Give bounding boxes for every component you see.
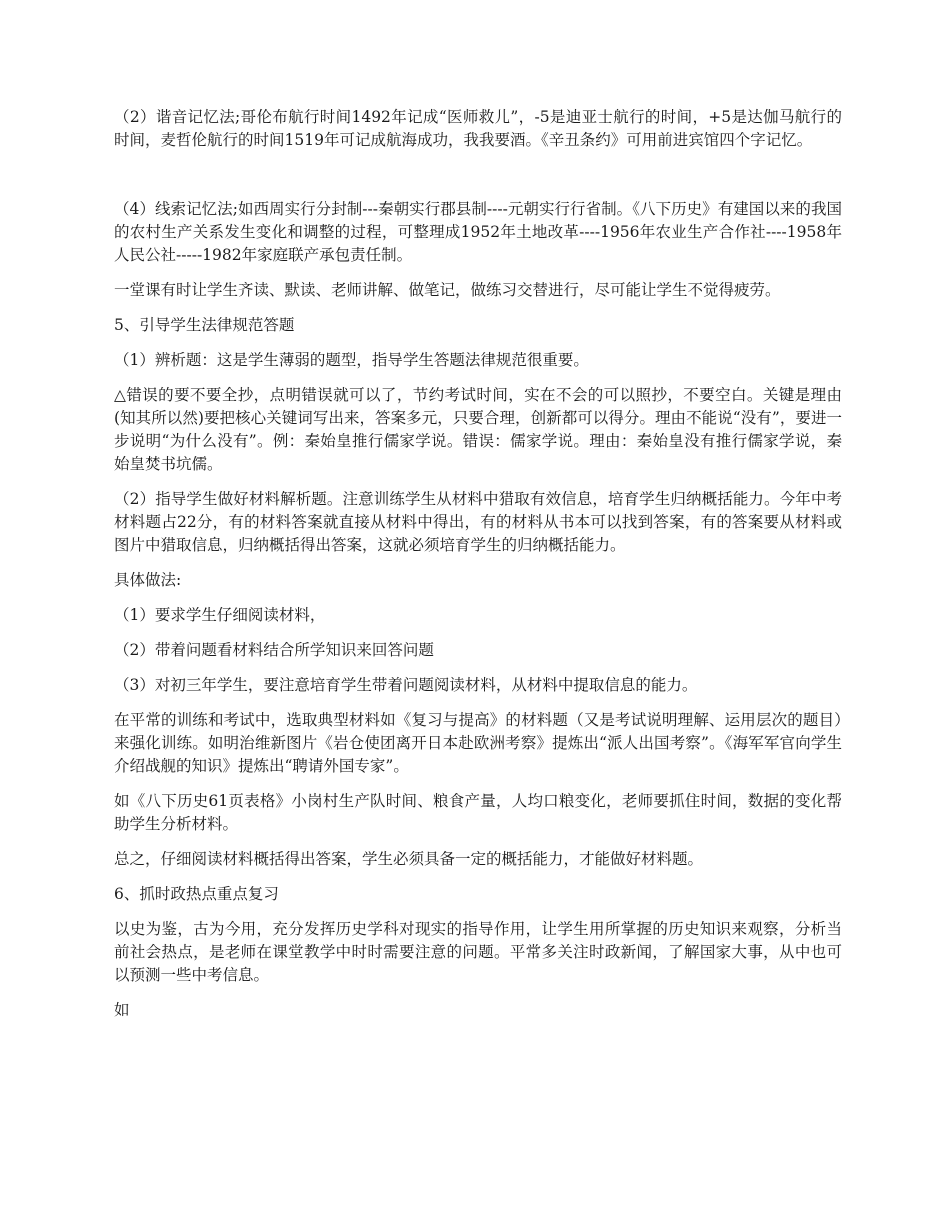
paragraph-trailing: 如 xyxy=(114,1001,130,1019)
paragraph-method-1: （1）要求学生仔细阅读材料， xyxy=(114,606,326,624)
paragraph-method-3: （3）对初三年学生，要注意培育学生带着问题阅读材料，从材料中提取信息的能力。 xyxy=(114,676,698,694)
paragraph-class-rhythm: 一堂课有时让学生齐读、默读、老师讲解、做笔记，做练习交替进行，尽可能让学生不觉得疲劳。 xyxy=(114,281,781,299)
paragraph-mnemonic-homophone: （2）谐音记忆法;哥伦布航行时间1492年记成“医师救儿”，-5是迪亚士航行的时间，+5是达伽马航行的时间，麦哲伦航行的时间1519年可记成航海成功，我我要酒。《辛丑条约》可用前进宾馆四个字记忆。 xyxy=(114,108,842,149)
paragraph-material-analysis: （2）指导学生做好材料解析题。注意训练学生从材料中猎取有效信息，培育学生归纳概括能力。今年中考材料题占22分，有的材料答案就直接从材料中得出，有的材料从书本可以找到答案，有的答案要从材料或图片中猎取信息，归纳概括得出答案，这就必须培育学生的归纳概括能力。 xyxy=(114,490,842,554)
paragraph-discrimination-question: （1）辨析题：这是学生薄弱的题型，指导学生答题法律规范很重要。 xyxy=(114,351,589,369)
paragraph-error-handling: △错误的要不要全抄，点明错误就可以了，节约考试时间，实在不会的可以照抄，不要空白。关键是理由(知其所以然)要把核心关键词写出来，答案多元，只要合理，创新都可以得分。理由不能说“没有”，要进一步说明“为什么没有”。例：秦始皇推行儒家学说。错误：儒家学说。理由：秦始皇没有推行儒家学说，秦始皇焚书坑儒。 xyxy=(114,386,842,473)
paragraph-typical-materials: 在平常的训练和考试中，选取典型材料如《复习与提高》的材料题（又是考试说明理解、运用层次的题目）来强化训练。如明治维新图片《岩仓使团离开日本赴欧洲考察》提炼出“派人出国考察”。《海军军官向学生介绍战舰的知识》提炼出“聘请外国专家”。 xyxy=(114,711,842,775)
paragraph-current-affairs: 以史为鉴，古为今用，充分发挥历史学科对现实的指导作用，让学生用所掌握的历史知识来观察，分析当前社会热点，是老师在课堂教学中时时需要注意的问题。平常多关注时政新闻，了解国家大事，从中也可以预测一些中考信息。 xyxy=(114,920,842,984)
section-heading-5: 5、引导学生法律规范答题 xyxy=(114,316,295,334)
paragraph-table-example: 如《八下历史61页表格》小岗村生产队时间、粮食产量，人均口粮变化，老师要抓住时间，数据的变化帮助学生分析材料。 xyxy=(114,792,842,833)
section-heading-6: 6、抓时政热点重点复习 xyxy=(114,885,279,903)
paragraph-method-2: （2）带着问题看材料结合所学知识来回答问题 xyxy=(114,641,434,659)
paragraph-summary: 总之，仔细阅读材料概括得出答案，学生必须具备一定的概括能力，才能做好材料题。 xyxy=(114,850,704,868)
paragraph-method-heading: 具体做法: xyxy=(114,571,182,589)
paragraph-gap xyxy=(114,164,842,198)
paragraph-mnemonic-clue: （4）线索记忆法;如西周实行分封制---秦朝实行郡县制----元朝实行行省制。《八下历史》有建国以来的我国的农村生产关系发生变化和调整的过程，可整理成1952年土地改革----1956年农业生产合作社----1958年人民公社-----1982年家庭联产承包责任制。 xyxy=(114,200,842,264)
